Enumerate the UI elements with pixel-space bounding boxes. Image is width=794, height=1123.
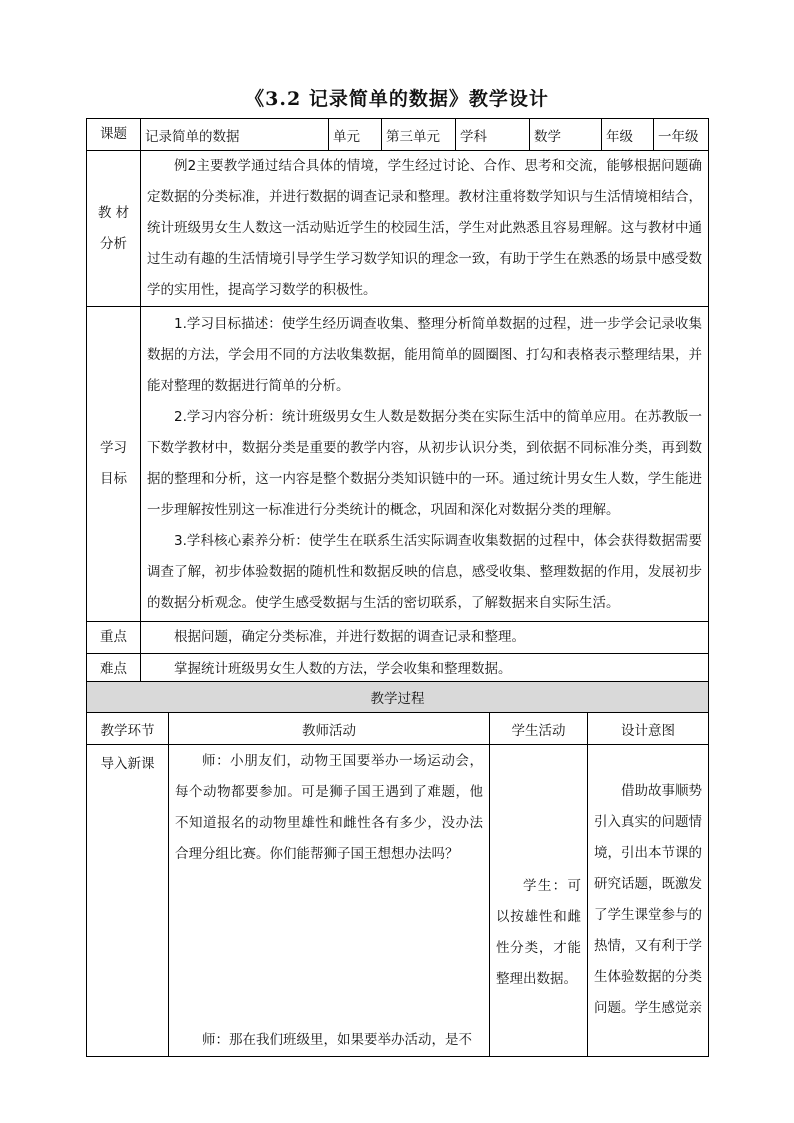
- column-teacher: 教师活动: [169, 713, 490, 745]
- key-point-cell: [141, 622, 709, 654]
- analysis-label: [87, 151, 141, 307]
- topic-value: 记录简单的数据: [141, 119, 329, 151]
- key-point-text: 根据问题，确定分类标准，并进行数据的调查记录和整理。: [174, 629, 525, 645]
- analysis-text-cell: [141, 151, 709, 307]
- grade-label: 年级: [602, 119, 654, 151]
- subject-label: 学科: [456, 119, 530, 151]
- info-row: [87, 119, 709, 151]
- teacher-paragraph-2: 师：那在我们班级里，如果要举办活动，是不: [202, 1032, 472, 1048]
- grade-value: 一年级: [654, 119, 709, 151]
- subject-value: 数学: [530, 119, 602, 151]
- teaching-process-table: [86, 681, 709, 1057]
- teacher-paragraph-1: 师：小朋友们，动物王国要举办一场运动会，每个动物都要参加。可是狮子国王遇到了难题，他不知道报名的动物里雄性和雌性各有多少，没办法合理分组比赛。你们能帮狮子国王想想办法吗？: [175, 753, 483, 862]
- objectives-label-line2: 目标: [100, 471, 127, 487]
- key-point-label: 重点: [87, 622, 141, 654]
- analysis-label-line2: 分析: [100, 235, 127, 252]
- objectives-label: [87, 307, 141, 622]
- stage-cell: [87, 745, 169, 1057]
- teacher-cell: [169, 745, 490, 1057]
- objectives-label-line1: 学习: [100, 440, 127, 456]
- process-heading-row: [87, 682, 709, 713]
- intent-cell: [588, 745, 709, 1057]
- process-columns-row: [87, 713, 709, 745]
- objectives-text-cell: [141, 307, 709, 622]
- student-cell: [490, 745, 588, 1057]
- analysis-text: 例2主要教学通过结合具体的情境，学生经过讨论、合作、思考和交流，能够根据问题确定数据的分类标准，并进行数据的调查记录和整理。教材注重将数学知识与生活情境相结合，统计班级男女生人数这一活动贴近学生的校园生活，学生对此熟悉且容易理解。这与教材中通过生动有趣的生活情境引导学生学习数学知识的理念一致，有助于学生在熟悉的场景中感受数学的实用性，提高学习数学的积极性。: [147, 158, 702, 298]
- topic-label: 课题: [87, 119, 141, 151]
- objective-paragraph-1: 1.学习目标描述：使学生经历调查收集、整理分析简单数据的过程，进一步学会记录收集数据的方法，学会用不同的方法收集数据，能用简单的圆圈图、打勾和表格表示整理结果，并能对整理的数据进行简单的分析。: [147, 316, 702, 394]
- stage-name: 导入新课: [100, 756, 155, 772]
- unit-value: 第三单元: [382, 119, 456, 151]
- key-point-row: [87, 622, 709, 654]
- objectives-row: [87, 307, 709, 622]
- process-heading: 教学过程: [87, 682, 709, 713]
- lesson-info-table: [86, 118, 709, 686]
- unit-label: 单元: [329, 119, 382, 151]
- analysis-label-line1: 教 材: [97, 204, 130, 221]
- student-activity: 学生：可以按雄性和雌性分类，才能整理出数据。: [496, 878, 581, 987]
- design-intent: 借助故事顺势引入真实的问题情境，引出本节课的研究话题，既激发了学生课堂参与的热情，又有利于学生体验数据的分类问题。学生感觉亲: [594, 783, 702, 1016]
- difficulty-label: 难点: [87, 654, 141, 686]
- column-student: 学生活动: [490, 713, 588, 745]
- difficulty-text: 掌握统计班级男女生人数的方法，学会收集和整理数据。: [174, 661, 512, 677]
- intro-row: [87, 745, 709, 1057]
- column-stage: 教学环节: [87, 713, 169, 745]
- objective-paragraph-2: 2.学习内容分析：统计班级男女生人数是数据分类在实际生活中的简单应用。在苏教版一下数学教材中，数据分类是重要的教学内容，从初步认识分类，到依据不同标准分类，再到数据的整理和分析，这一内容是整个数据分类知识链中的一环。通过统计男女生人数，学生能进一步理解按性别这一标准进行分类统计的概念，巩固和深化对数据分类的理解。: [147, 409, 702, 518]
- page-title: 《3.2 记录简单的数据》教学设计: [245, 88, 549, 110]
- objective-paragraph-3: 3.学科核心素养分析：使学生在联系生活实际调查收集数据的过程中，体会获得数据需要调查了解，初步体验数据的随机性和数据反映的信息，感受收集、整理数据的作用，发展初步的数据分析观念。使学生感受数据与生活的密切联系，了解数据来自实际生活。: [147, 533, 702, 611]
- analysis-row: [87, 151, 709, 307]
- column-intent: 设计意图: [588, 713, 709, 745]
